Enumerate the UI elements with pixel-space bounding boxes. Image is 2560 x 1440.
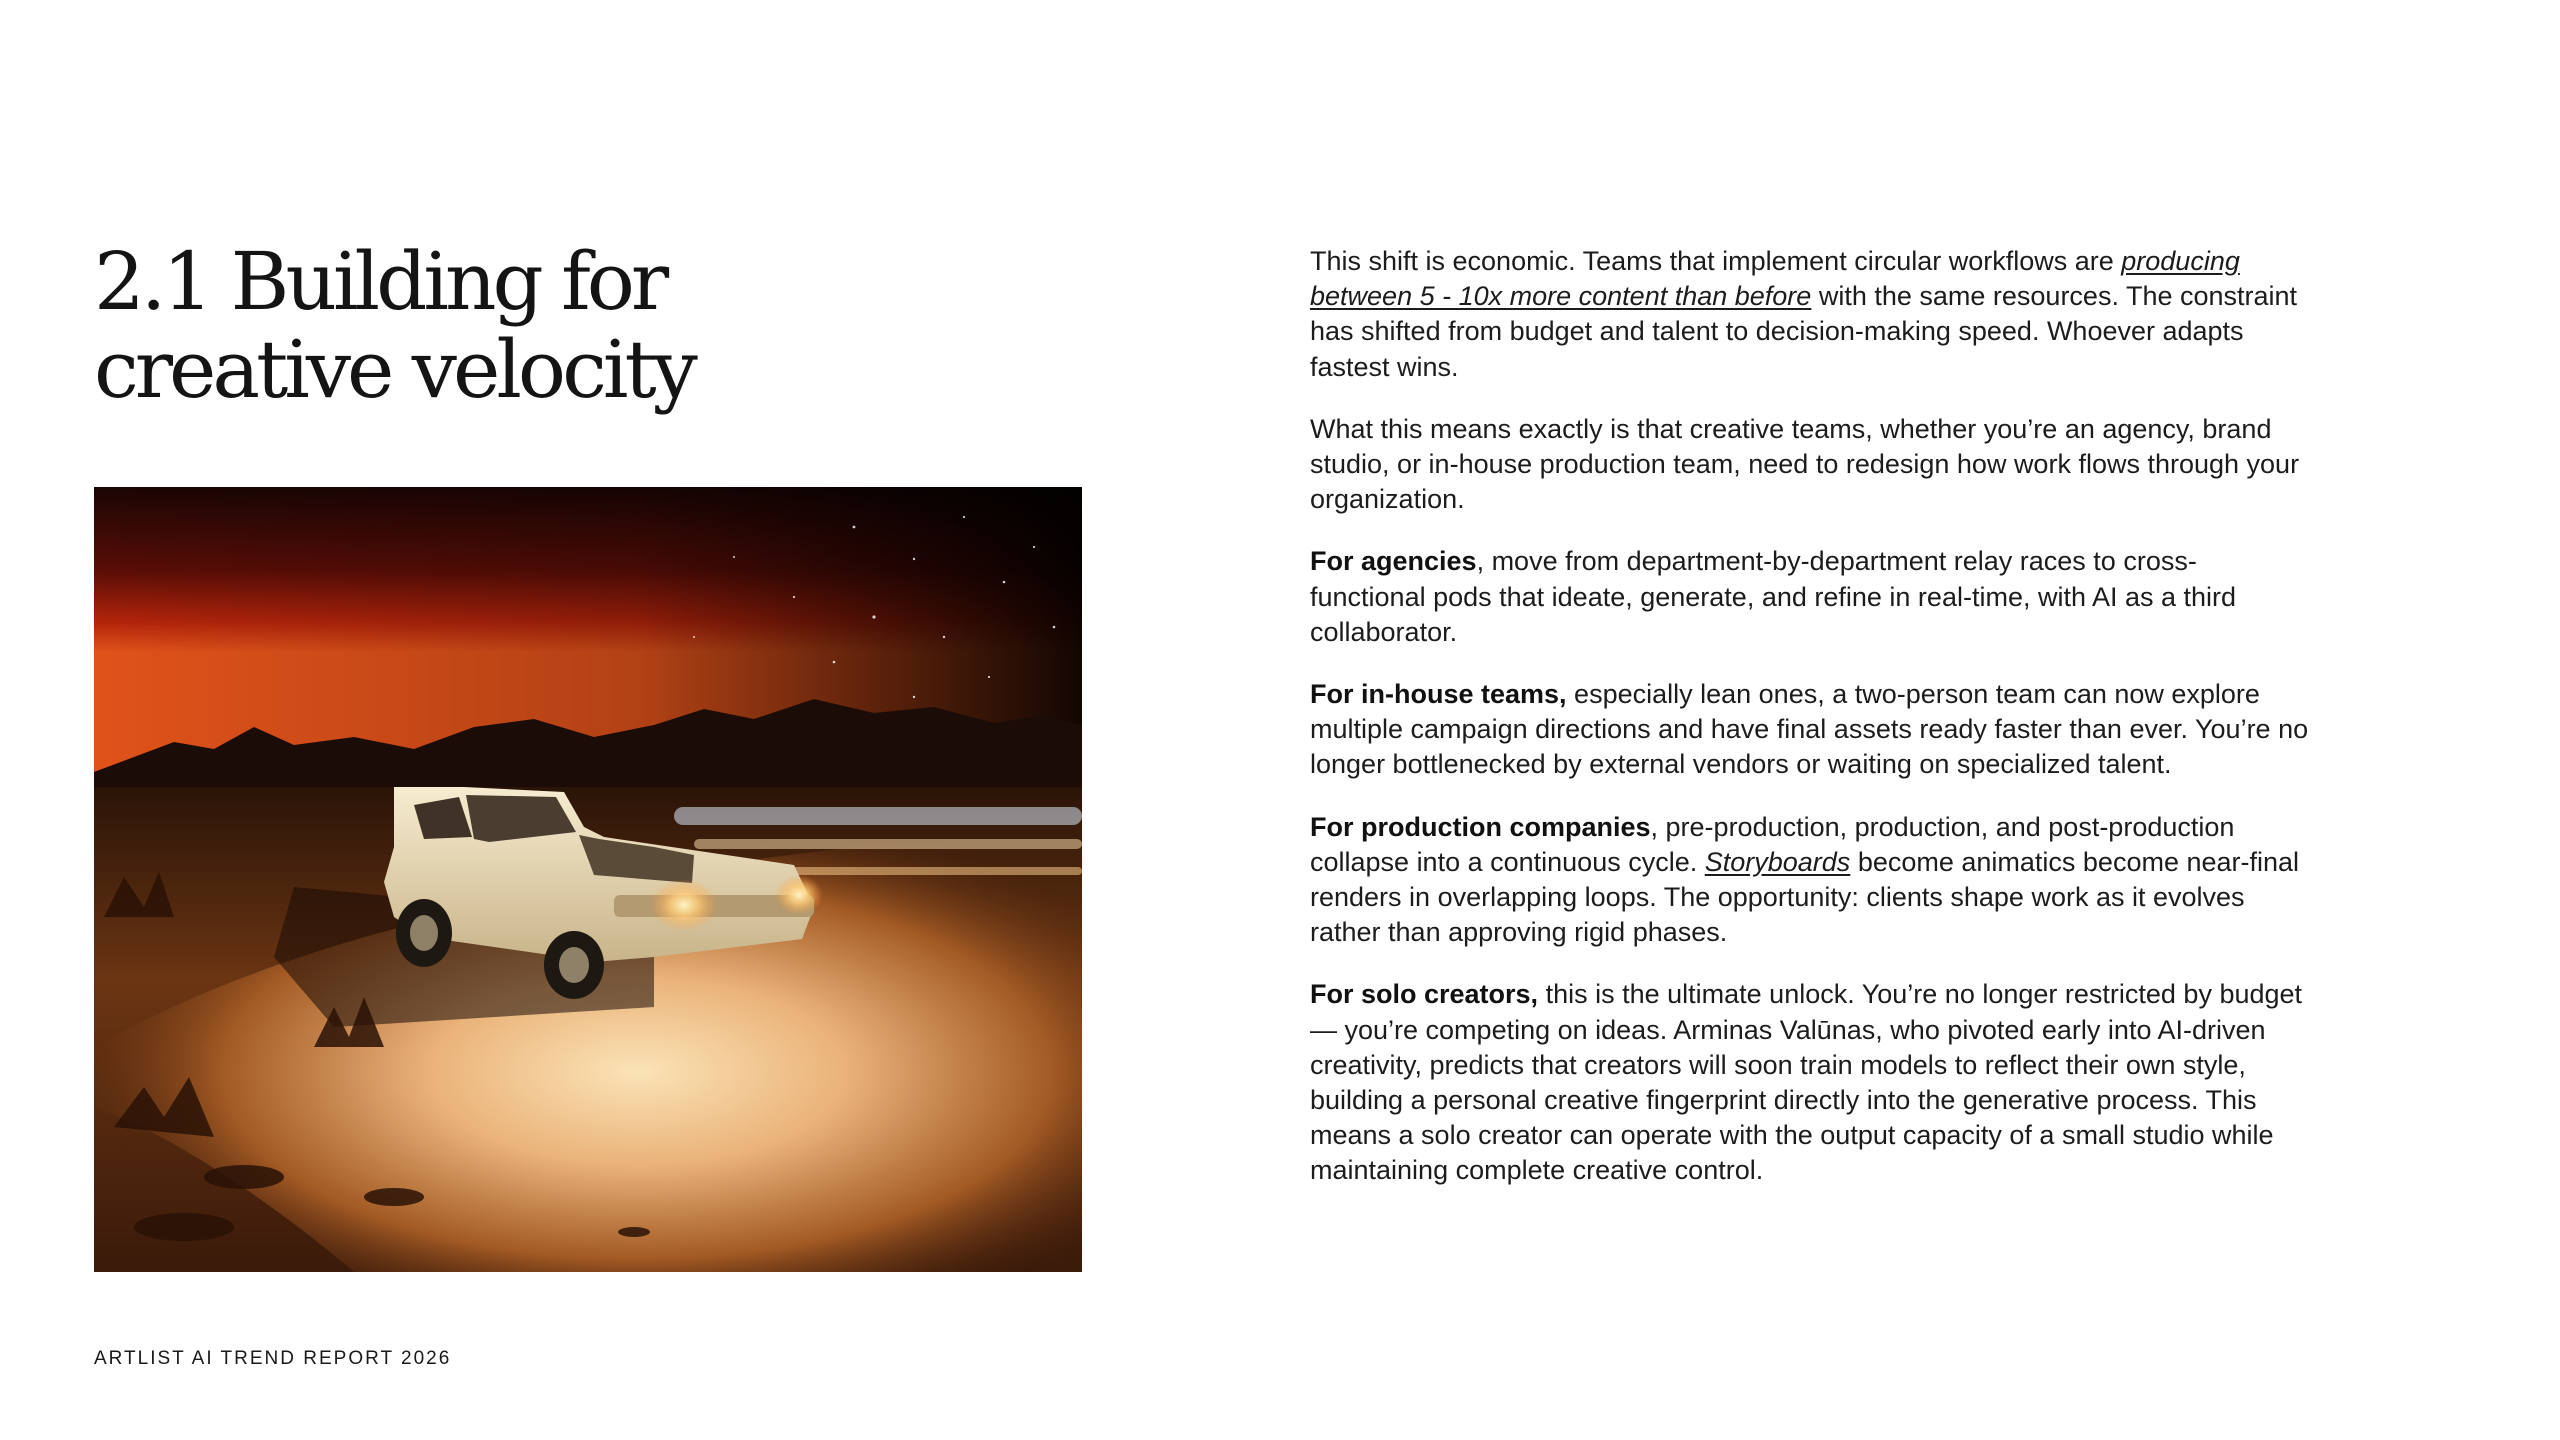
section-title-line-2: creative velocity bbox=[94, 323, 694, 416]
paragraph-lead: For agencies bbox=[1310, 546, 1477, 577]
paragraph-text: this is the ultimate unlock. You’re no longer restricted by budget — you’re competing on ideas. Arminas Valūnas, who pivoted early into AI-driven creativity, predicts that creators will soon train models to reflect their own style, building a personal creative fingerprint directly into the generative process. This means a solo creator can operate with the output capacity of a small studio while maintaining complete creative control. bbox=[1310, 979, 2303, 1186]
content-volume-link[interactable]: producing between 5 - 10x more content than before bbox=[1310, 246, 2240, 312]
paragraph-lead: For solo creators, bbox=[1310, 979, 1539, 1010]
paragraph-agencies bbox=[1310, 544, 2310, 650]
paragraph-production-companies bbox=[1310, 810, 2310, 951]
body-text bbox=[1310, 244, 2310, 1216]
section-title bbox=[94, 235, 694, 416]
section-title-line-1: 2.1 Building for bbox=[94, 235, 666, 328]
paragraph-text: with the same resources. The constraint has shifted from budget and talent to decision-making speed. Whoever adapts fastest wins. bbox=[1310, 281, 2298, 382]
paragraph-text: , pre-production, production, and post-production collapse into a continuous cycle. bbox=[1310, 811, 2235, 877]
paragraph-text: This shift is economic. Teams that implement circular workflows are bbox=[1310, 246, 2122, 276]
desert-car-illustration bbox=[94, 487, 1082, 1272]
storyboards-link[interactable]: Storyboards bbox=[1704, 846, 1851, 877]
paragraph-redesign bbox=[1310, 412, 2310, 518]
paragraph-lead: For production companies bbox=[1310, 811, 1651, 842]
paragraph-lead: For in-house teams, bbox=[1310, 679, 1567, 710]
paragraph-solo-creators bbox=[1310, 977, 2310, 1188]
paragraph-text: especially lean ones, a two-person team can now explore multiple campaign directions and have final assets ready faster than ever. You’re no longer bottlenecked by external vendors or waiting on specialized talent. bbox=[1310, 679, 2309, 780]
paragraph-text: What this means exactly is that creative teams, whether you’re an agency, brand studio, or in-house production team, need to redesign how work flows through your organization. bbox=[1310, 413, 2300, 515]
hero-image bbox=[94, 487, 1082, 1272]
paragraph-economic-shift bbox=[1310, 244, 2310, 385]
report-footer-label: ARTLIST AI TREND REPORT 2026 bbox=[94, 1348, 452, 1369]
paragraph-in-house bbox=[1310, 677, 2310, 783]
paragraph-text: , move from department-by-department relay races to cross-functional pods that ideate, generate, and refine in real-time, with AI as a third collaborator. bbox=[1310, 546, 2237, 647]
paragraph-text: become animatics become near-final renders in overlapping loops. The opportunity: clients shape work as it evolves rather than approving rigid phases. bbox=[1310, 846, 2300, 948]
